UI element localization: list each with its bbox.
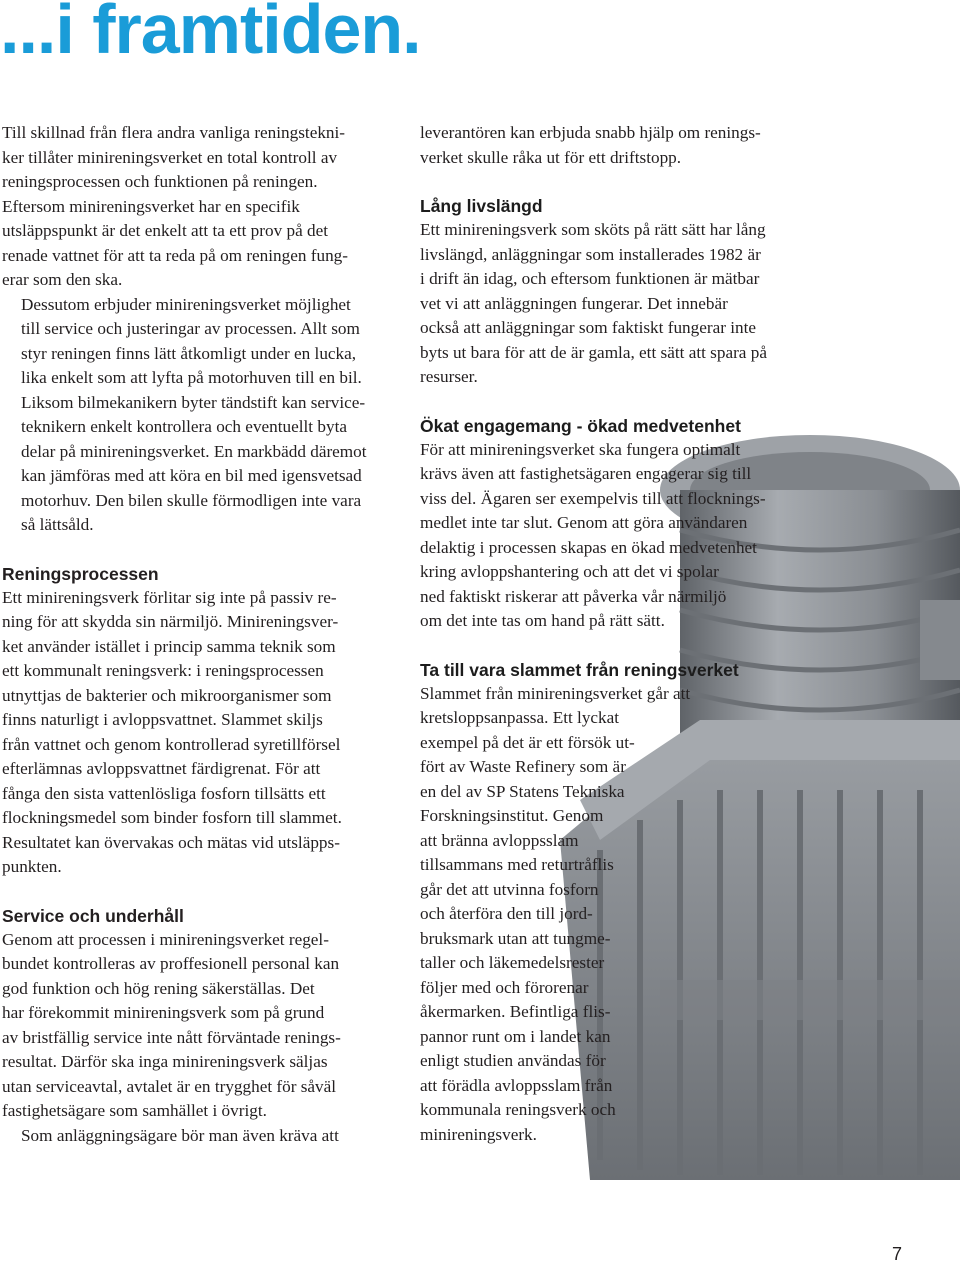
text-line: styr reningen finns lätt åtkomligt under en lucka, <box>21 343 357 363</box>
text-line: byts ut bara för att de är gamla, ett sätt att spara på <box>420 342 767 362</box>
text-line: krävs även att fastighetsägaren engagerar sig till <box>420 464 752 483</box>
text-line: enligt studien användas för <box>420 1051 606 1070</box>
text-line: punkten. <box>2 857 62 876</box>
text-line: renade vattnet för att ta reda på om reningen fung- <box>2 245 348 265</box>
text-line: utsläppspunkt är det enkelt att ta ett prov på det <box>2 221 328 240</box>
text-line: Som anläggningsägare bör man även kräva att <box>21 1125 339 1145</box>
text-line: att bränna avloppsslam <box>420 830 579 850</box>
text-line: medlet inte tar slut. Genom att göra användaren <box>420 513 748 532</box>
reningsprocessen-paragraph <box>2 586 380 880</box>
text-line: exempel på det är ett försök ut- <box>420 732 635 752</box>
slammet-paragraph <box>420 682 800 1148</box>
left-column <box>2 121 380 1148</box>
text-line: ket använder istället i princip samma teknik som <box>2 636 336 656</box>
text-line: en del av SP Statens Tekniska <box>420 781 625 801</box>
text-line: Eftersom minireningsverket har en specifik <box>2 196 300 216</box>
text-line: minireningsverk. <box>420 1124 537 1144</box>
heading-livslangd: Lång livslängd <box>420 196 543 216</box>
text-line: Forskningsinstitut. Genom <box>420 806 604 825</box>
text-line: tillsammans med returtråflis <box>420 855 614 874</box>
text-line: följer med och förorenar <box>420 977 589 997</box>
service-access-paragraph <box>2 293 380 538</box>
text-line: efterlämnas avloppsvattnet färdigrenat. För att <box>2 759 321 778</box>
text-line: åkermarken. Befintliga flis- <box>420 1002 611 1021</box>
text-line: kretsloppsanpassa. Ett lyckat <box>420 708 620 727</box>
text-line: kring avloppshantering och att det vi spolar <box>420 562 719 581</box>
text-line: livslängd, anläggningar som installerades 1982 är <box>420 244 761 264</box>
text-line: Till skillnad från flera andra vanliga reningstekni- <box>2 123 346 142</box>
heading-engagemang: Ökat engagemang - ökad medvetenhet <box>420 415 741 436</box>
text-line: reningsprocessen och funktionen på reningen. <box>2 172 318 191</box>
text-line: Ett minireningsverk som sköts på rätt sätt har lång <box>420 220 766 239</box>
text-line: fastighetsägare som samhället i övrigt. <box>2 1101 267 1120</box>
text-line: god funktion och hög rening säkerställas. Det <box>2 978 315 998</box>
text-line: taller och läkemedelsrester <box>420 953 605 972</box>
text-line: från vattnet och genom kontrollerad syretillförsel <box>2 734 341 754</box>
text-line: fört av Waste Refinery som är <box>420 757 626 776</box>
text-line: och återföra den till jord- <box>420 904 593 923</box>
text-line: ett kommunalt reningsverk: i reningsprocessen <box>2 661 324 680</box>
text-line: ning för att skydda sin närmiljö. Minireningsver- <box>2 612 339 631</box>
text-line: delar på minireningsverket. En markbädd däremot <box>21 441 367 461</box>
text-line: Slammet från minireningsverket går att <box>420 683 691 703</box>
right-column <box>420 121 800 1147</box>
text-line: pannor runt om i landet kan <box>420 1026 611 1046</box>
text-line: leverantören kan erbjuda snabb hjälp om renings- <box>420 123 761 142</box>
text-line: verket skulle råka ut för ett driftstopp. <box>420 147 682 167</box>
heading-service: Service och underhåll <box>2 905 184 926</box>
text-line: så lättsåld. <box>21 515 94 534</box>
text-line: också att anläggningar som faktiskt fungerar inte <box>420 318 757 337</box>
text-line: har förekommit minireningsverk som på grund <box>2 1003 325 1022</box>
intro-paragraph <box>2 121 380 293</box>
text-line: För att minireningsverket ska fungera optimalt <box>420 439 741 459</box>
text-line: kan jämföras med att köra en bil med igensvetsad <box>21 466 362 485</box>
text-line: i drift än idag, och eftersom funktionen är mätbar <box>420 269 760 288</box>
owner-requirements-paragraph <box>2 1124 380 1149</box>
text-line: flockningsmedel som binder fosforn till slammet. <box>2 808 342 827</box>
supplier-paragraph <box>420 121 800 170</box>
text-line: Dessutom erbjuder minireningsverket möjlighet <box>21 294 351 314</box>
text-line: ned faktiskt riskerar att påverka vår närmiljö <box>420 586 727 606</box>
text-line: finns naturligt i avloppsvattnet. Slammet skiljs <box>2 710 323 729</box>
text-line: viss del. Ägaren ser exempelvis till att flocknings- <box>420 488 766 508</box>
text-line: utnyttjas de bakterier och mikroorganismer som <box>2 685 332 705</box>
text-line: resultat. Därför ska inga minireningsverk säljas <box>2 1052 328 1071</box>
text-line: resurser. <box>420 367 478 386</box>
text-line: Genom att processen i minireningsverket regel- <box>2 929 329 949</box>
engagemang-paragraph <box>420 438 800 634</box>
text-line: erar som den ska. <box>2 270 123 289</box>
heading-slammet: Ta till vara slammet från reningsverket <box>420 659 739 680</box>
page-number: 7 <box>891 1244 902 1264</box>
text-line: Resultatet kan övervakas och mätas vid utsläpps- <box>2 832 340 852</box>
service-paragraph <box>2 928 380 1124</box>
text-line: delaktig i processen skapas en ökad medvetenhet <box>420 537 757 557</box>
text-line: ker tillåter minireningsverket en total kontroll av <box>2 147 338 167</box>
page-title: ...i framtiden. <box>0 0 421 68</box>
text-line: vet vi att anläggningen fungerar. Det innebär <box>420 293 728 313</box>
text-line: bruksmark utan att tungme- <box>420 928 611 948</box>
text-line: att förädla avloppsslam från <box>420 1075 613 1095</box>
text-line: Ett minireningsverk förlitar sig inte på passiv re- <box>2 587 337 607</box>
livslangd-paragraph <box>420 218 800 390</box>
text-line: om det inte tas om hand på rätt sätt. <box>420 611 665 630</box>
text-line: utan serviceavtal, avtalet är en trygghet för såväl <box>2 1076 337 1096</box>
text-line: av bristfällig service inte nått förväntade renings- <box>2 1027 341 1047</box>
text-line: Liksom bilmekanikern byter tändstift kan service- <box>21 392 366 412</box>
heading-reningsprocessen: Reningsprocessen <box>2 563 159 584</box>
text-line: teknikern enkelt kontrollera och eventuellt byta <box>21 417 347 436</box>
text-line: motorhuv. Den bilen skulle förmodligen inte vara <box>21 490 362 510</box>
text-line: till service och justeringar av processen. Allt som <box>21 319 360 338</box>
text-line: lika enkelt som att lyfta på motorhuven till en bil. <box>21 368 362 387</box>
text-line: fånga den sista vattenlösliga fosforn tillsätts ett <box>2 783 326 803</box>
text-line: kommunala reningsverk och <box>420 1100 616 1119</box>
text-line: bundet kontrolleras av proffesionell personal kan <box>2 954 340 973</box>
text-line: går det att utvinna fosforn <box>420 879 599 899</box>
